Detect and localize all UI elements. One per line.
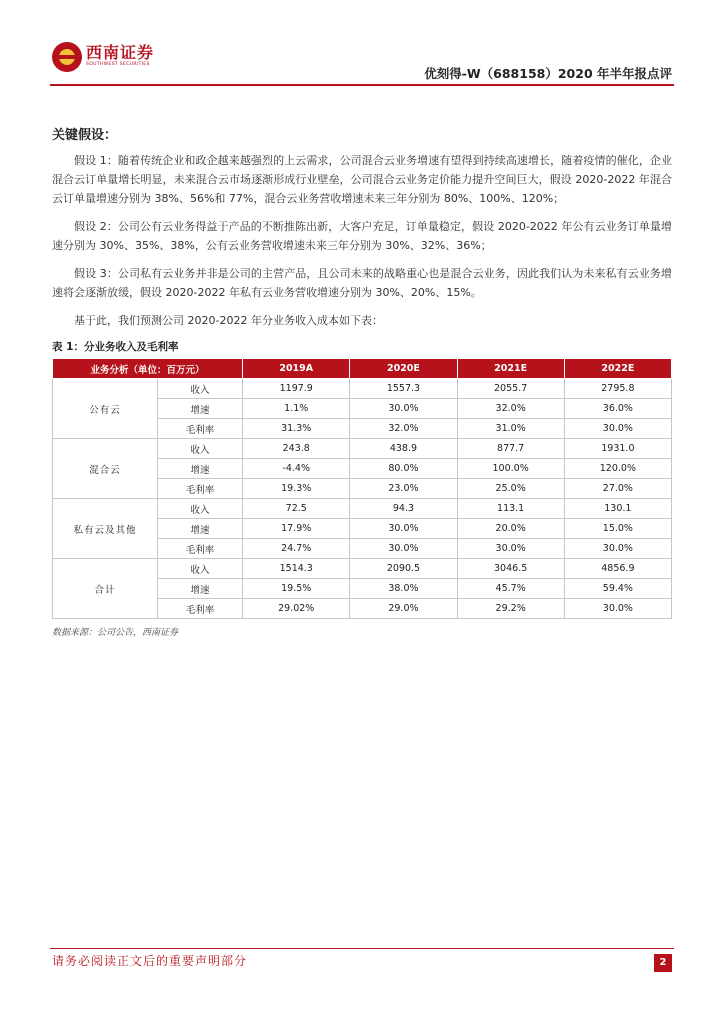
value-cell: 1197.9 bbox=[243, 379, 350, 399]
metric-label: 收入 bbox=[157, 559, 242, 579]
table-row bbox=[53, 379, 672, 399]
value-cell: 100.0% bbox=[457, 459, 564, 479]
value-cell: 29.0% bbox=[350, 599, 457, 619]
header-divider bbox=[50, 84, 674, 86]
metric-label: 收入 bbox=[157, 499, 242, 519]
header-cell-segment: 业务分析（单位：百万元） bbox=[53, 359, 243, 379]
value-cell: 15.0% bbox=[564, 519, 671, 539]
value-cell: 23.0% bbox=[350, 479, 457, 499]
metric-label: 增速 bbox=[157, 459, 242, 479]
value-cell: 877.7 bbox=[457, 439, 564, 459]
value-cell: 20.0% bbox=[457, 519, 564, 539]
value-cell: 94.3 bbox=[350, 499, 457, 519]
logo-subtext: SOUTHWEST SECURITIES bbox=[86, 62, 150, 67]
value-cell: 80.0% bbox=[350, 459, 457, 479]
value-cell: 31.0% bbox=[457, 419, 564, 439]
value-cell: 32.0% bbox=[457, 399, 564, 419]
value-cell: 1514.3 bbox=[243, 559, 350, 579]
header-cell-2020e: 2020E bbox=[350, 359, 457, 379]
metric-label: 毛利率 bbox=[157, 419, 242, 439]
value-cell: 30.0% bbox=[457, 539, 564, 559]
value-cell: 113.1 bbox=[457, 499, 564, 519]
brand-logo bbox=[52, 40, 172, 76]
metric-label: 增速 bbox=[157, 579, 242, 599]
value-cell: 4856.9 bbox=[564, 559, 671, 579]
value-cell: 120.0% bbox=[564, 459, 671, 479]
value-cell: 1931.0 bbox=[564, 439, 671, 459]
value-cell: 32.0% bbox=[350, 419, 457, 439]
value-cell: 59.4% bbox=[564, 579, 671, 599]
value-cell: 24.7% bbox=[243, 539, 350, 559]
value-cell: 2090.5 bbox=[350, 559, 457, 579]
value-cell: 29.2% bbox=[457, 599, 564, 619]
value-cell: 31.3% bbox=[243, 419, 350, 439]
value-cell: 19.5% bbox=[243, 579, 350, 599]
value-cell: 19.3% bbox=[243, 479, 350, 499]
logo-text: 西南证券 bbox=[86, 43, 155, 62]
value-cell: 130.1 bbox=[564, 499, 671, 519]
segment-name: 合计 bbox=[53, 559, 158, 619]
metric-label: 增速 bbox=[157, 399, 242, 419]
value-cell: 3046.5 bbox=[457, 559, 564, 579]
report-title: 优刻得-W（688158）2020 年半年报点评 bbox=[424, 66, 672, 81]
header-cell-2019a: 2019A bbox=[243, 359, 350, 379]
value-cell: 30.0% bbox=[564, 539, 671, 559]
value-cell: 72.5 bbox=[243, 499, 350, 519]
value-cell: 30.0% bbox=[350, 399, 457, 419]
segment-revenue-table bbox=[52, 358, 672, 619]
metric-label: 毛利率 bbox=[157, 479, 242, 499]
paragraph-assumption-3: 假设 3：公司私有云业务并非是公司的主营产品，且公司未来的战略重心也是混合云业务，因此我们认为未来私有云业务增速将会逐渐放缓，假设 2020-2022 年私有云业务营收增速分别为 30%、20%、15%。 bbox=[52, 267, 672, 299]
segment-name: 混合云 bbox=[53, 439, 158, 499]
value-cell: 45.7% bbox=[457, 579, 564, 599]
metric-label: 毛利率 bbox=[157, 539, 242, 559]
table-header-row bbox=[53, 359, 672, 379]
table-row bbox=[53, 439, 672, 459]
page-number: 2 bbox=[654, 954, 672, 972]
section-heading: 关键假设： bbox=[52, 128, 118, 143]
value-cell: 29.02% bbox=[243, 599, 350, 619]
value-cell: 30.0% bbox=[564, 599, 671, 619]
footer-divider bbox=[50, 948, 674, 949]
value-cell: 438.9 bbox=[350, 439, 457, 459]
table-row bbox=[53, 499, 672, 519]
value-cell: 30.0% bbox=[350, 519, 457, 539]
value-cell: 243.8 bbox=[243, 439, 350, 459]
paragraph-assumption-1: 假设 1：随着传统企业和政企越来越强烈的上云需求，公司混合云业务增速有望得到持续高速增长，随着疫情的催化，企业混合云订单量增长明显，未来混合云市场逐渐形成行业壁垒，公司混合云业务定价能力提升空间巨大，假设 2020-2022 年混合云订单量增速分别为 38%、56%和 77%，混合云业务营收增速未来三年分别为 80%、100%、120%； bbox=[52, 154, 672, 205]
value-cell: 1.1% bbox=[243, 399, 350, 419]
table-caption: 表 1：分业务收入及毛利率 bbox=[52, 341, 179, 353]
footer-disclaimer: 请务必阅读正文后的重要声明部分 bbox=[52, 954, 248, 968]
segment-name: 公有云 bbox=[53, 379, 158, 439]
metric-label: 毛利率 bbox=[157, 599, 242, 619]
main-content bbox=[52, 124, 672, 638]
segment-name: 私有云及其他 bbox=[53, 499, 158, 559]
paragraph-forecast-intro: 基于此，我们预测公司 2020-2022 年分业务收入成本如下表： bbox=[74, 314, 383, 327]
value-cell: 36.0% bbox=[564, 399, 671, 419]
value-cell: -4.4% bbox=[243, 459, 350, 479]
value-cell: 38.0% bbox=[350, 579, 457, 599]
paragraph-assumption-2: 假设 2：公司公有云业务得益于产品的不断推陈出新，大客户充足，订单量稳定，假设 2020-2022 年公有云业务订单量增速分别为 30%、35%、38%，公有云业务营收增速未来三年分别为 30%、32%、36%； bbox=[52, 220, 672, 252]
value-cell: 27.0% bbox=[564, 479, 671, 499]
value-cell: 25.0% bbox=[457, 479, 564, 499]
data-source-note: 数据来源：公司公告，西南证券 bbox=[52, 628, 179, 638]
metric-label: 增速 bbox=[157, 519, 242, 539]
value-cell: 30.0% bbox=[564, 419, 671, 439]
value-cell: 2055.7 bbox=[457, 379, 564, 399]
value-cell: 1557.3 bbox=[350, 379, 457, 399]
metric-label: 收入 bbox=[157, 439, 242, 459]
logo-emblem-icon bbox=[52, 42, 82, 72]
value-cell: 17.9% bbox=[243, 519, 350, 539]
metric-label: 收入 bbox=[157, 379, 242, 399]
header-cell-2021e: 2021E bbox=[457, 359, 564, 379]
header-cell-2022e: 2022E bbox=[564, 359, 671, 379]
value-cell: 2795.8 bbox=[564, 379, 671, 399]
value-cell: 30.0% bbox=[350, 539, 457, 559]
table-row bbox=[53, 559, 672, 579]
